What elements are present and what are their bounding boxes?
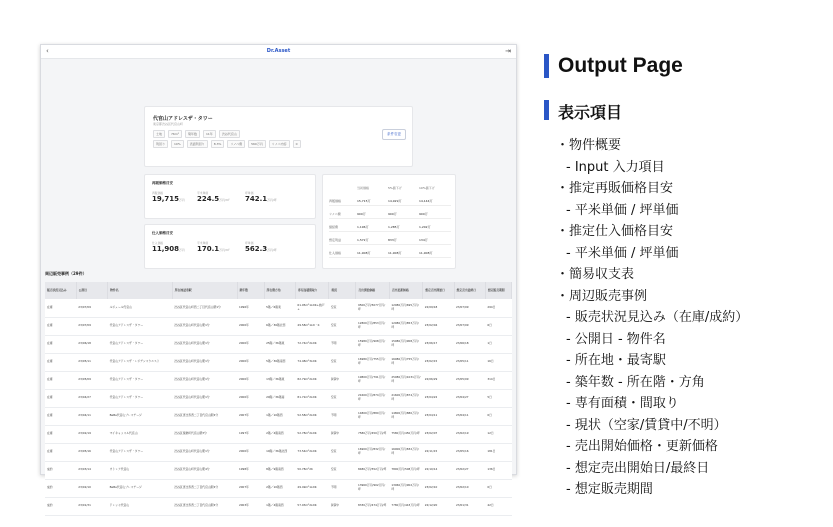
section-accent-bar bbox=[544, 100, 549, 120]
table-cell: 22/09/18 bbox=[423, 299, 454, 317]
table-cell: 294日 bbox=[485, 299, 511, 317]
table-cell: 成約 bbox=[45, 497, 76, 515]
table-cell: 空家 bbox=[329, 443, 356, 461]
table-header-cell: 所在階方角 bbox=[264, 282, 295, 299]
table-cell: 2000年 bbox=[237, 335, 264, 353]
display-subitem: - 平米単価 / 坪単価 bbox=[566, 245, 679, 261]
table-cell: 渋谷区代官山町代官山駅1分 bbox=[172, 389, 237, 407]
table-cell: 2階／4階南西 bbox=[264, 425, 295, 443]
purchase-metric-unit: 万円 bbox=[179, 248, 185, 252]
table-header-cell: 販売状況見込み bbox=[45, 282, 76, 299]
table-cell: 136日 bbox=[485, 461, 511, 479]
resale-metric-unit: 万円 bbox=[179, 198, 185, 202]
table-header-cell: 築年数 bbox=[237, 282, 264, 299]
table-row[interactable] bbox=[45, 479, 512, 497]
table-cell: 23/06/18 bbox=[454, 335, 485, 353]
table-cell: 72.74m²2LDK bbox=[295, 335, 328, 353]
table-cell: 渋谷区猿楽町代官山駅3分 bbox=[172, 425, 237, 443]
simple-income-cell: 1,196万 bbox=[357, 225, 369, 229]
table-row[interactable] bbox=[45, 497, 512, 515]
table-cell: 2000年 bbox=[237, 371, 264, 389]
table-cell: 23/04/11 bbox=[454, 407, 485, 425]
simple-income-cell: 想定利益 bbox=[329, 238, 342, 242]
table-cell: 23/02/07 bbox=[423, 425, 454, 443]
table-cell: 代官山アドレスザ・レジデンスウエスト bbox=[108, 353, 173, 371]
property-chip: 0 bbox=[293, 140, 301, 148]
table-cell: 空家 bbox=[329, 389, 356, 407]
table-cell: 22/12/20 bbox=[423, 497, 454, 515]
property-name: 代官山アドレスザ・タワー bbox=[153, 116, 213, 122]
simple-income-header bbox=[329, 183, 451, 192]
table-cell: ルジュール代官山 bbox=[108, 299, 173, 317]
table-cell: 25980万円/1031万円/坪 bbox=[389, 371, 422, 389]
table-cell: 21600万円/874万円/坪 bbox=[356, 389, 389, 407]
table-cell: 12800万円/853万円/坪 bbox=[356, 317, 389, 335]
purchase-metric-label: 坪単価 bbox=[245, 241, 254, 245]
table-cell: 渋谷区代官山町代官山駅4分 bbox=[172, 461, 237, 479]
table-cell: 12日 bbox=[485, 425, 511, 443]
table-cell: 25階／36階東 bbox=[264, 335, 295, 353]
property-chip-row bbox=[153, 130, 240, 138]
simple-income-header-cell: 10%値下げ bbox=[419, 185, 435, 190]
table-cell: 23/04/27 bbox=[76, 389, 107, 407]
purchase-metric-unit: 万円/m² bbox=[219, 248, 230, 252]
table-row[interactable] bbox=[45, 425, 512, 443]
table-cell: 賃貸中 bbox=[329, 371, 356, 389]
simple-income-cell: 1,285万 bbox=[388, 225, 400, 229]
simple-income-cell: 仕入価格 bbox=[329, 251, 342, 255]
simple-income-header-cell: 当初価格 bbox=[357, 185, 370, 190]
resale-metric-value bbox=[152, 195, 185, 203]
table-body bbox=[45, 299, 512, 515]
table-row[interactable] bbox=[45, 299, 512, 317]
simple-income-cell: リノベ費 bbox=[329, 212, 341, 216]
table-cell: 23/05/16 bbox=[454, 443, 485, 461]
resale-metric bbox=[152, 191, 185, 203]
resale-metric bbox=[197, 191, 230, 203]
table-cell: 81.72m²2LDK bbox=[295, 389, 328, 407]
property-chip: 76m² bbox=[168, 130, 182, 138]
table-cell: 代官山アドレスザ・タワー bbox=[108, 335, 173, 353]
table-cell: 8480万円/552万円/坪 bbox=[356, 461, 389, 479]
table-cell: 23/02/19 bbox=[454, 425, 485, 443]
table-cell: 空家 bbox=[329, 461, 356, 479]
display-subitem: - 想定売出開始日/最終日 bbox=[566, 460, 710, 476]
app-top-bar bbox=[41, 45, 516, 59]
table-cell: 14800万円/880万円/坪 bbox=[389, 407, 422, 425]
table-cell: 1階／4階南西 bbox=[264, 497, 295, 515]
purchase-metric-number: 562.3 bbox=[245, 245, 268, 253]
table-cell: 14800万円/880万円/坪 bbox=[356, 407, 389, 425]
nearby-sales-table bbox=[45, 282, 512, 516]
property-address: 東京都渋谷区代官山町 bbox=[153, 122, 184, 126]
table-cell: 23/02/19 bbox=[76, 425, 107, 443]
table-cell: 22/10/14 bbox=[423, 461, 454, 479]
table-cell: 渋谷区恵比寿西二丁目代官山駅4分 bbox=[172, 497, 237, 515]
display-subitem: - 平米単価 / 坪単価 bbox=[566, 202, 679, 218]
table-cell: 12980万円/853万円/坪 bbox=[389, 317, 422, 335]
table-cell: 在庫 bbox=[45, 389, 76, 407]
table-cell: 2000年 bbox=[237, 443, 264, 461]
table-header-cell: 現況 bbox=[329, 282, 356, 299]
table-cell: BeBe代官山プレステージ bbox=[108, 479, 173, 497]
table-row[interactable] bbox=[45, 317, 512, 335]
change-conditions-button[interactable]: 条件変更 bbox=[382, 129, 406, 140]
purchase-metric-number: 11,908 bbox=[152, 245, 180, 253]
table-row[interactable] bbox=[45, 335, 512, 353]
resale-metric bbox=[245, 191, 277, 203]
table-cell: 23/02/10 bbox=[423, 479, 454, 497]
resale-metric-label: 坪単価 bbox=[245, 191, 254, 195]
table-header-cell: 専有面積間取り bbox=[295, 282, 328, 299]
table-cell: 181日 bbox=[485, 443, 511, 461]
display-subitem: - 公開日 - 物件名 bbox=[566, 331, 666, 347]
table-cell: 1997年 bbox=[237, 425, 264, 443]
table-cell: 1日 bbox=[485, 335, 511, 353]
purchase-metric-unit: 万円/坪 bbox=[267, 248, 277, 252]
table-cell: 23/02/04 bbox=[423, 317, 454, 335]
purchase-estimate-card bbox=[144, 224, 316, 269]
purchase-metric bbox=[152, 241, 185, 253]
property-chip: 8.3% bbox=[211, 140, 225, 148]
table-cell: 6日 bbox=[485, 317, 511, 335]
table-row[interactable] bbox=[45, 461, 512, 479]
property-chip: リノベ費 bbox=[227, 140, 245, 148]
purchase-metric-value bbox=[152, 245, 185, 253]
simple-income-cell: 諸経費 bbox=[329, 225, 339, 229]
property-chip: 11年 bbox=[203, 130, 216, 138]
table-cell: 9500万円/5077万円/坪 bbox=[356, 299, 389, 317]
property-chip: 表面利回り bbox=[187, 140, 208, 148]
table-cell: 16900万円/832万円/坪 bbox=[356, 443, 389, 461]
table-cell: 渋谷区代官山町代官山駅1分 bbox=[172, 371, 237, 389]
table-cell: 成約 bbox=[45, 461, 76, 479]
simple-income-cell: 再販価格 bbox=[329, 199, 342, 203]
display-subitem: - 想定販売期間 bbox=[566, 482, 653, 497]
table-cell: 15980万円/908万円/坪 bbox=[389, 335, 422, 353]
table-cell: 7580万円/450万円/坪 bbox=[389, 425, 422, 443]
display-item: ・推定再販価格目安 bbox=[556, 181, 674, 196]
table-cell: 賃貸中 bbox=[329, 497, 356, 515]
table-cell: 23/02/10 bbox=[454, 479, 485, 497]
table-header-cell: 想定売出最終日 bbox=[454, 282, 485, 299]
table-cell: 空家 bbox=[329, 299, 356, 317]
property-chip: 560万円 bbox=[248, 140, 266, 148]
table-cell: 2007年 bbox=[237, 407, 264, 425]
property-chip: 利回り bbox=[153, 140, 168, 148]
purchase-metric-value bbox=[245, 245, 277, 253]
table-cell: 0日 bbox=[485, 407, 511, 425]
property-chip: 渋谷代官山 bbox=[219, 130, 240, 138]
table-cell: 16980万円/755万円/坪 bbox=[356, 353, 389, 371]
table-cell: 15980万円/908万円/坪 bbox=[356, 335, 389, 353]
purchase-metric-label: 仕入価格 bbox=[152, 241, 164, 245]
table-header-row bbox=[45, 282, 512, 299]
table-cell: 16900万円/832万円/坪 bbox=[389, 443, 422, 461]
table-cell: 50.78m²2K bbox=[295, 461, 328, 479]
display-subitem: - Input 入力項目 bbox=[566, 159, 665, 175]
table-header-cell: 売出更新価格 bbox=[389, 282, 422, 299]
table-row[interactable] bbox=[45, 443, 512, 461]
table-cell: 在庫 bbox=[45, 371, 76, 389]
table-cell: 23/04/11 bbox=[423, 407, 454, 425]
table-cell: 23/02/15 bbox=[423, 353, 454, 371]
table-cell: 57.93m²2LDK bbox=[295, 497, 328, 515]
table-cell: 23/05/16 bbox=[76, 443, 107, 461]
purchase-card-title: 仕入価格目安 bbox=[152, 231, 173, 235]
display-subitem: - 専有面積・間取り bbox=[566, 396, 679, 411]
table-row[interactable] bbox=[45, 371, 512, 389]
table-cell: 13960万円/902万円/坪 bbox=[356, 479, 389, 497]
table-cell: 在庫 bbox=[45, 443, 76, 461]
resale-metric-unit: 万円/坪 bbox=[267, 198, 277, 202]
table-cell: 5日 bbox=[485, 389, 511, 407]
table-cell: 0日 bbox=[485, 479, 511, 497]
table-cell: 渋谷区代官山町代官山駅1分 bbox=[172, 353, 237, 371]
table-header-cell: 想定売出開始日 bbox=[423, 282, 454, 299]
table-cell: 1998年 bbox=[237, 461, 264, 479]
purchase-metric-label: 平米単価 bbox=[197, 241, 209, 245]
table-cell: 空家 bbox=[329, 317, 356, 335]
app-title: Dr.Asset bbox=[266, 48, 291, 54]
table-cell: 23/05/09 bbox=[76, 371, 107, 389]
table-cell: 73.54m²2LDK bbox=[295, 443, 328, 461]
purchase-metric bbox=[245, 241, 277, 253]
table-cell: 13960万円/902万円/坪 bbox=[389, 479, 422, 497]
table-header-cell: 物件名 bbox=[108, 282, 173, 299]
simple-income-row bbox=[329, 197, 451, 206]
table-cell: 在庫 bbox=[45, 407, 76, 425]
table-row[interactable] bbox=[45, 353, 512, 371]
table-cell: 22/11/15 bbox=[423, 443, 454, 461]
output-page-title: Output Page bbox=[558, 54, 683, 77]
simple-income-cell: 1,572万 bbox=[357, 238, 369, 242]
table-cell: 5階／6階東 bbox=[264, 299, 295, 317]
table-cell: BeBe代官山プレステージ bbox=[108, 407, 173, 425]
simple-income-row bbox=[329, 249, 451, 258]
table-cell: 23/02/27 bbox=[454, 461, 485, 479]
resale-metric-unit: 万円/m² bbox=[219, 198, 230, 202]
table-cell: 2000年 bbox=[237, 353, 264, 371]
simple-income-row bbox=[329, 236, 451, 245]
table-cell: 在庫 bbox=[45, 299, 76, 317]
back-icon[interactable]: ‹ bbox=[46, 47, 49, 55]
table-cell: 23/03/14 bbox=[76, 461, 107, 479]
table-cell: 29階／36階南 bbox=[264, 389, 295, 407]
simple-income-row bbox=[329, 210, 451, 219]
table-cell: 渋谷区恵比寿西二丁目代官山駅4分 bbox=[172, 479, 237, 497]
table-cell: 23/05/11 bbox=[76, 353, 107, 371]
property-chip-row bbox=[153, 140, 301, 148]
table-cell: 49.58m²1LD・K bbox=[295, 317, 328, 335]
table-cell: 2階／10階西 bbox=[264, 479, 295, 497]
table-cell: 23/04/11 bbox=[76, 407, 107, 425]
resale-metric-value bbox=[197, 195, 230, 203]
table-cell: 13階／36階東 bbox=[264, 371, 295, 389]
table-cell: 賃貸中 bbox=[329, 425, 356, 443]
simple-income-cell: 134万 bbox=[419, 238, 428, 242]
nearby-sales-title: 周辺販売事例（29件） bbox=[45, 271, 87, 276]
resale-metric-label: 再販価格 bbox=[152, 191, 164, 195]
display-subitem: - 築年数 - 所在階・方角 bbox=[566, 374, 705, 390]
table-cell: 7780万円/443万円/坪 bbox=[389, 497, 422, 515]
display-items-title: 表示項目 bbox=[558, 103, 623, 122]
simple-income-cell: 14,144万 bbox=[419, 199, 433, 203]
table-cell: 23/06/17 bbox=[423, 335, 454, 353]
display-item: ・物件概要 bbox=[556, 138, 622, 153]
table-cell: 12980万円/695万円/坪 bbox=[389, 299, 422, 317]
table-header-cell: 想定販売期間 bbox=[485, 282, 511, 299]
table-cell: 23/07/09 bbox=[454, 317, 485, 335]
table-cell: 42日 bbox=[485, 497, 511, 515]
table-cell: 23/05/09 bbox=[454, 371, 485, 389]
simple-income-cell: 14,929万 bbox=[388, 199, 402, 203]
purchase-metric bbox=[197, 241, 230, 253]
table-cell: 在庫 bbox=[45, 353, 76, 371]
table-cell: 渋谷区恵比寿西二丁目代官山駅4分 bbox=[172, 407, 237, 425]
resale-metric-number: 224.5 bbox=[197, 195, 220, 203]
app-screenshot bbox=[40, 44, 517, 508]
table-cell: 渋谷区代官山町代官山駅1分 bbox=[172, 335, 237, 353]
table-cell: 在庫 bbox=[45, 425, 76, 443]
table-cell: 在庫 bbox=[45, 317, 76, 335]
table-cell: 8階／9階南西 bbox=[264, 461, 295, 479]
table-cell: 1階／10階西 bbox=[264, 407, 295, 425]
table-cell: 渋谷区代官山町代官山駅1分 bbox=[172, 443, 237, 461]
simple-income-cell: 11,908万 bbox=[357, 251, 371, 255]
table-cell: 21600万円/874万円/坪 bbox=[389, 389, 422, 407]
table-cell: 74.48m²3LDK bbox=[295, 353, 328, 371]
simple-income-cell: 900万 bbox=[388, 212, 397, 216]
simple-income-header-cell: 5%値下げ bbox=[388, 185, 402, 190]
table-cell: 82.79m²2LDK bbox=[295, 371, 328, 389]
simple-income-cell: 1,202万 bbox=[419, 225, 431, 229]
table-cell: 19800万円/791万円/坪 bbox=[356, 371, 389, 389]
resale-metric-label: 平米単価 bbox=[197, 191, 209, 195]
property-chip: 10% bbox=[171, 140, 184, 148]
table-cell: 23/06/18 bbox=[76, 335, 107, 353]
table-cell: ドレッセ代官山 bbox=[108, 497, 173, 515]
table-cell: 2000年 bbox=[237, 389, 264, 407]
table-cell: 23/07/09 bbox=[76, 317, 107, 335]
table-cell: 52.78m²2LDK bbox=[295, 425, 328, 443]
simple-income-cell: 11,908万 bbox=[419, 251, 433, 255]
simple-income-cell: 900万 bbox=[357, 212, 366, 216]
table-cell: 23/02/10 bbox=[76, 479, 107, 497]
table-cell: 7800万円/508万円/坪 bbox=[389, 461, 422, 479]
table-header-cell: 所在地最寄駅 bbox=[172, 282, 237, 299]
nearby-sales-table-wrap bbox=[45, 282, 512, 516]
simple-income-cell: 900万 bbox=[419, 212, 428, 216]
table-cell: マイキャッスル代官山 bbox=[108, 425, 173, 443]
display-subitem: - 現状（空家/賃貸中/不明） bbox=[566, 417, 727, 433]
table-cell: 23/04/27 bbox=[454, 389, 485, 407]
table-cell: 空家 bbox=[329, 353, 356, 371]
table-cell: カトレア代官山 bbox=[108, 461, 173, 479]
simple-income-card bbox=[322, 174, 456, 269]
table-cell: 成約 bbox=[45, 479, 76, 497]
table-cell: 8330万円/474万円/坪 bbox=[356, 497, 389, 515]
table-row[interactable] bbox=[45, 389, 512, 407]
table-cell: 10階／36階北西 bbox=[264, 443, 295, 461]
table-cell: 49.49m²1LDK bbox=[295, 479, 328, 497]
resale-estimate-card bbox=[144, 174, 316, 219]
table-cell: 不明 bbox=[329, 335, 356, 353]
display-item: ・簡易収支表 bbox=[556, 267, 635, 282]
resale-card-title: 再販価格目安 bbox=[152, 181, 173, 185]
resale-metric-number: 742.1 bbox=[245, 195, 268, 203]
display-subitem: - 売出開始価格・更新価格 bbox=[566, 439, 718, 454]
table-cell: 代官山アドレスザ・タワー bbox=[108, 443, 173, 461]
table-cell: 314日 bbox=[485, 371, 511, 389]
simple-income-cell: 833万 bbox=[388, 238, 397, 242]
table-cell: 2000年 bbox=[237, 317, 264, 335]
table-cell: 23/01/31 bbox=[76, 497, 107, 515]
property-chip: 築年数 bbox=[185, 130, 200, 138]
table-cell: 不明 bbox=[329, 407, 356, 425]
simple-income-cell: 11,908万 bbox=[388, 251, 402, 255]
app-content bbox=[41, 60, 516, 508]
table-header-cell: 売出開始価格 bbox=[356, 282, 389, 299]
table-cell: 16980万円/755万円/坪 bbox=[389, 353, 422, 371]
table-cell: 16日 bbox=[485, 353, 511, 371]
property-chip: リノベ内容 bbox=[269, 140, 290, 148]
display-item: ・周辺販売事例 bbox=[556, 288, 648, 304]
property-card bbox=[144, 106, 413, 167]
table-cell: 61.95m²1LDK+納戸+ bbox=[295, 299, 328, 317]
table-cell: 23/07/09 bbox=[454, 299, 485, 317]
display-subitem: - 販売状況見込み（在庫/成約） bbox=[566, 310, 749, 325]
resale-metric-value bbox=[245, 195, 277, 203]
table-cell: 22/06/29 bbox=[423, 371, 454, 389]
table-cell: 2007年 bbox=[237, 479, 264, 497]
table-cell: 不明 bbox=[329, 479, 356, 497]
table-cell: 23/05/11 bbox=[454, 353, 485, 371]
table-cell: 5階／36階南西 bbox=[264, 353, 295, 371]
table-cell: 6階／36階北西 bbox=[264, 317, 295, 335]
display-subitem: - 所在地・最寄駅 bbox=[566, 353, 666, 368]
table-cell: 渋谷区代官山町代官山駅1分 bbox=[172, 317, 237, 335]
table-cell: 23/01/31 bbox=[454, 497, 485, 515]
table-cell: 代官山アドレスザ・タワー bbox=[108, 317, 173, 335]
purchase-metric-value bbox=[197, 245, 230, 253]
table-row[interactable] bbox=[45, 407, 512, 425]
resale-metric-number: 19,715 bbox=[152, 195, 180, 203]
display-item: ・推定仕入価格目安 bbox=[556, 224, 674, 239]
table-cell: 代官山アドレスザ・タワー bbox=[108, 371, 173, 389]
table-cell: 在庫 bbox=[45, 335, 76, 353]
property-chip: 土地 bbox=[153, 130, 165, 138]
table-cell: 52.58m²2LDK bbox=[295, 407, 328, 425]
simple-income-cell: 15,715万 bbox=[357, 199, 371, 203]
table-cell: 23/07/09 bbox=[76, 299, 107, 317]
table-cell: 代官山アドレスザ・タワー bbox=[108, 389, 173, 407]
table-header-cell: 公開日 bbox=[76, 282, 107, 299]
table-cell: 7580万円/450万円/坪 bbox=[356, 425, 389, 443]
table-cell: 23/04/22 bbox=[423, 389, 454, 407]
table-cell: 渋谷区代官山町西二丁目代官山駅1分 bbox=[172, 299, 237, 317]
table-cell: 2003年 bbox=[237, 497, 264, 515]
exit-icon[interactable]: ⇥ bbox=[505, 47, 511, 55]
table-cell: 1996年 bbox=[237, 299, 264, 317]
simple-income-row bbox=[329, 223, 451, 232]
purchase-metric-number: 170.1 bbox=[197, 245, 220, 253]
title-accent-bar bbox=[544, 54, 549, 78]
